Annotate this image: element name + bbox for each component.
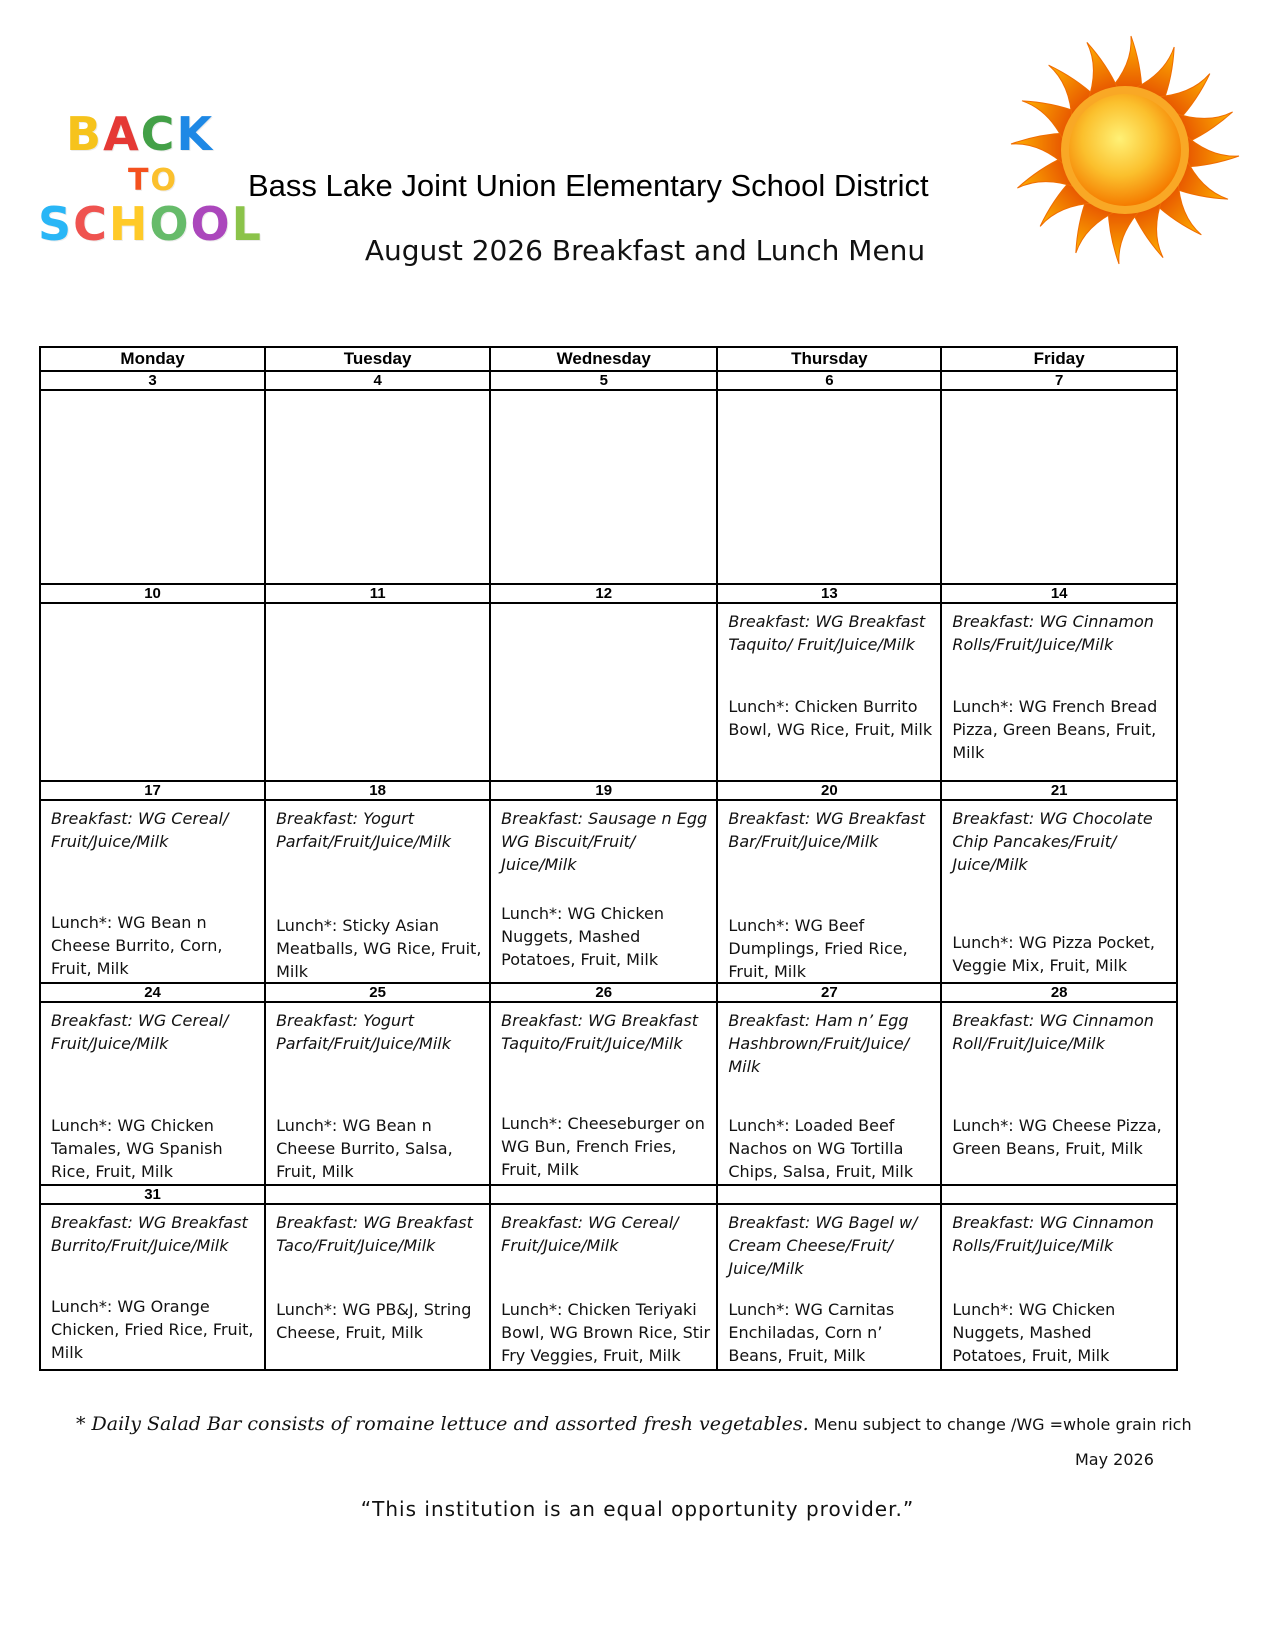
menu-cell xyxy=(265,1002,490,1185)
lunch-text: Lunch*: Chicken Teriyaki Bowl, WG Brown Rice, Stir Fry Veggies, Fruit, Milk xyxy=(501,1300,711,1365)
date-cell: 21 xyxy=(941,781,1177,800)
breakfast-text: Breakfast: WG Breakfast Burrito/Fruit/Juice/Milk xyxy=(51,1213,248,1255)
lunch-text: Lunch*: WG PB&J, String Cheese, Fruit, Milk xyxy=(276,1300,472,1342)
date-cell: 17 xyxy=(40,781,265,800)
logo-letter: O xyxy=(149,197,191,251)
date-cell: 7 xyxy=(941,371,1177,390)
menu-cell xyxy=(40,603,265,781)
date-cell: 14 xyxy=(941,584,1177,603)
logo-letter: C xyxy=(140,107,177,161)
menu-cell xyxy=(265,603,490,781)
menu-cell xyxy=(717,1204,941,1370)
breakfast-text: Breakfast: WG Breakfast Taquito/ Fruit/Juice/Milk xyxy=(728,612,926,654)
date-cell: 24 xyxy=(40,983,265,1002)
breakfast-text: Breakfast: WG Cinnamon Rolls/Fruit/Juice/Milk xyxy=(952,1213,1154,1255)
lunch-text: Lunch*: Sticky Asian Meatballs, WG Rice, Fruit, Milk xyxy=(276,916,482,981)
lunch-text: Lunch*: WG Beef Dumplings, Fried Rice, Fruit, Milk xyxy=(728,916,908,981)
date-row xyxy=(40,983,1177,1002)
breakfast-text: Breakfast: Ham n’ Egg Hashbrown/Fruit/Juice/ Milk xyxy=(728,1011,910,1076)
logo-letter: C xyxy=(73,197,109,251)
menu-change-note: Menu subject to change /WG =whole grain rich xyxy=(808,1415,1192,1434)
lunch-text: Lunch*: Cheeseburger on WG Bun, French Fries, Fruit, Milk xyxy=(501,1114,705,1179)
date-cell: 31 xyxy=(40,1185,265,1204)
salad-bar-footnote xyxy=(76,1413,1192,1435)
logo-letter: B xyxy=(66,107,104,161)
menu-cell xyxy=(40,1002,265,1185)
menu-cell xyxy=(717,1002,941,1185)
logo-letter: L xyxy=(231,197,263,251)
menu-cell xyxy=(941,1204,1177,1370)
weekday-monday: Monday xyxy=(40,347,265,371)
date-row xyxy=(40,584,1177,603)
weekday-wednesday: Wednesday xyxy=(490,347,717,371)
lunch-text: Lunch*: WG Chicken Nuggets, Mashed Potatoes, Fruit, Milk xyxy=(501,904,665,969)
logo-letter: T xyxy=(128,163,151,198)
menu-cell xyxy=(490,603,717,781)
salad-bar-note: * Daily Salad Bar consists of romaine lettuce and assorted fresh vegetables. xyxy=(76,1413,809,1435)
menu-cell xyxy=(941,800,1177,983)
breakfast-text: Breakfast: WG Cereal/ Fruit/Juice/Milk xyxy=(501,1213,679,1255)
date-cell xyxy=(265,1185,490,1204)
breakfast-text: Breakfast: WG Breakfast Taco/Fruit/Juice/Milk xyxy=(276,1213,473,1255)
weekday-tuesday: Tuesday xyxy=(265,347,490,371)
breakfast-text: Breakfast: WG Bagel w/ Cream Cheese/Fruit/ Juice/Milk xyxy=(728,1213,918,1278)
date-cell xyxy=(490,1185,717,1204)
date-cell: 11 xyxy=(265,584,490,603)
menu-cell xyxy=(40,1204,265,1370)
menu-cell xyxy=(717,390,941,584)
revision-date: May 2026 xyxy=(1075,1450,1154,1469)
date-cell: 4 xyxy=(265,371,490,390)
weekday-thursday: Thursday xyxy=(717,347,941,371)
menu-cell xyxy=(490,390,717,584)
logo-letter: A xyxy=(103,107,141,161)
lunch-text: Lunch*: WG Pizza Pocket, Veggie Mix, Fruit, Milk xyxy=(952,933,1155,975)
menu-cell xyxy=(941,390,1177,584)
date-cell: 12 xyxy=(490,584,717,603)
lunch-text: Lunch*: WG Chicken Nuggets, Mashed Potatoes, Fruit, Milk xyxy=(952,1300,1116,1365)
date-cell: 20 xyxy=(717,781,941,800)
date-cell: 26 xyxy=(490,983,717,1002)
date-cell: 3 xyxy=(40,371,265,390)
date-cell: 13 xyxy=(717,584,941,603)
logo-to xyxy=(128,163,178,198)
logo-letter: O xyxy=(190,197,232,251)
date-cell: 27 xyxy=(717,983,941,1002)
date-row xyxy=(40,1185,1177,1204)
weekday-header-row xyxy=(40,347,1177,371)
date-cell: 19 xyxy=(490,781,717,800)
menu-cell xyxy=(941,1002,1177,1185)
breakfast-text: Breakfast: Yogurt Parfait/Fruit/Juice/Milk xyxy=(276,1011,451,1053)
breakfast-text: Breakfast: WG Breakfast Taquito/Fruit/Juice/Milk xyxy=(501,1011,698,1053)
menu-cell xyxy=(490,1002,717,1185)
lunch-text: Lunch*: WG Bean n Cheese Burrito, Salsa, Fruit, Milk xyxy=(276,1116,453,1181)
date-cell xyxy=(717,1185,941,1204)
date-row xyxy=(40,781,1177,800)
logo-letter: O xyxy=(150,163,178,198)
menu-cell xyxy=(265,800,490,983)
lunch-text: Lunch*: WG Orange Chicken, Fried Rice, Fruit, Milk xyxy=(51,1297,254,1362)
logo-letter: K xyxy=(176,107,215,161)
equal-opportunity-statement: “This institution is an equal opportunity provider.” xyxy=(360,1497,915,1521)
logo-letter: H xyxy=(108,197,150,251)
lunch-text: Lunch*: WG French Bread Pizza, Green Beans, Fruit, Milk xyxy=(952,697,1158,762)
weekday-friday: Friday xyxy=(941,347,1177,371)
lunch-text: Lunch*: WG Cheese Pizza, Green Beans, Fruit, Milk xyxy=(952,1116,1162,1158)
breakfast-text: Breakfast: WG Cinnamon Roll/Fruit/Juice/Milk xyxy=(952,1011,1154,1053)
date-cell: 5 xyxy=(490,371,717,390)
breakfast-text: Breakfast: WG Cereal/ Fruit/Juice/Milk xyxy=(51,1011,229,1053)
menu-cell xyxy=(941,603,1177,781)
menu-calendar xyxy=(39,346,1178,1371)
breakfast-text: Breakfast: WG Chocolate Chip Pancakes/Fruit/ Juice/Milk xyxy=(952,809,1153,874)
date-row xyxy=(40,371,1177,390)
menu-cell xyxy=(40,390,265,584)
menu-cell xyxy=(40,800,265,983)
menu-row xyxy=(40,800,1177,983)
date-cell: 10 xyxy=(40,584,265,603)
breakfast-text: Breakfast: WG Breakfast Bar/Fruit/Juice/Milk xyxy=(728,809,926,851)
lunch-text: Lunch*: WG Chicken Tamales, WG Spanish Rice, Fruit, Milk xyxy=(51,1116,223,1181)
menu-cell xyxy=(717,603,941,781)
breakfast-text: Breakfast: Sausage n Egg WG Biscuit/Fruit/ Juice/Milk xyxy=(501,809,708,874)
lunch-text: Lunch*: Chicken Burrito Bowl, WG Rice, Fruit, Milk xyxy=(728,697,933,739)
date-cell: 28 xyxy=(941,983,1177,1002)
menu-cell xyxy=(490,1204,717,1370)
lunch-text: Lunch*: WG Carnitas Enchiladas, Corn n’ Beans, Fruit, Milk xyxy=(728,1300,895,1365)
menu-row xyxy=(40,390,1177,584)
logo-letter: S xyxy=(38,197,74,251)
lunch-text: Lunch*: Loaded Beef Nachos on WG Tortilla Chips, Salsa, Fruit, Milk xyxy=(728,1116,914,1181)
menu-row xyxy=(40,1002,1177,1185)
menu-title: August 2026 Breakfast and Lunch Menu xyxy=(364,234,926,267)
date-cell: 25 xyxy=(265,983,490,1002)
district-name: Bass Lake Joint Union Elementary School District xyxy=(248,168,929,203)
date-cell xyxy=(941,1185,1177,1204)
menu-cell xyxy=(717,800,941,983)
lunch-text: Lunch*: WG Bean n Cheese Burrito, Corn, Fruit, Milk xyxy=(51,913,223,978)
menu-cell xyxy=(265,1204,490,1370)
menu-row xyxy=(40,1204,1177,1370)
date-cell: 18 xyxy=(265,781,490,800)
menu-cell xyxy=(490,800,717,983)
menu-cell xyxy=(265,390,490,584)
breakfast-text: Breakfast: WG Cereal/ Fruit/Juice/Milk xyxy=(51,809,229,851)
menu-row xyxy=(40,603,1177,781)
breakfast-text: Breakfast: Yogurt Parfait/Fruit/Juice/Milk xyxy=(276,809,451,851)
date-cell: 6 xyxy=(717,371,941,390)
breakfast-text: Breakfast: WG Cinnamon Rolls/Fruit/Juice/Milk xyxy=(952,612,1154,654)
logo-back xyxy=(66,107,214,161)
